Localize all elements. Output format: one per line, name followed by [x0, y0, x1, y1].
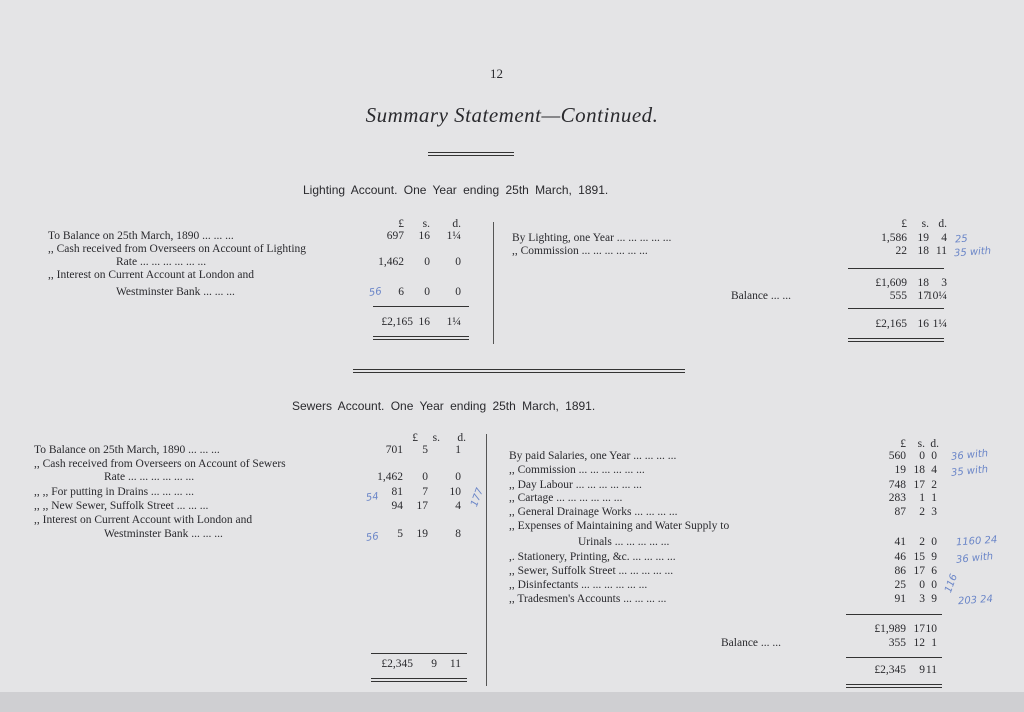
sewers-left-row-shillings: 0: [422, 471, 428, 483]
sewers-right-row-pounds: 283: [888, 492, 906, 504]
lighting-handwritten-note: 35 with: [953, 245, 992, 260]
sewers-right-subtotal-pence: 10: [925, 623, 937, 635]
lighting-left-row-text: Rate ... ... ... ... ... ...: [116, 256, 207, 268]
lighting-left-head-pounds: £: [398, 218, 404, 230]
lighting-right-total-pence: 1¼: [932, 318, 947, 330]
sewers-right-total-rule: [846, 657, 942, 658]
sewers-right-row-pounds: 41: [894, 536, 906, 548]
sewers-handwritten-note: 54: [365, 491, 380, 504]
page-title: Summary Statement—Continued.: [365, 103, 659, 127]
lighting-right-row-pounds: 22: [895, 245, 907, 257]
lighting-right-subtotal-rule: [848, 268, 944, 269]
sewers-left-row-shillings: 19: [416, 528, 428, 540]
page-number: 12: [490, 66, 503, 81]
lighting-right-total-rule: [848, 308, 944, 309]
lighting-right-head-pounds: £: [901, 218, 907, 230]
sewers-right-row-pence: 3: [931, 506, 937, 518]
sewers-left-row-text: Rate ... ... ... ... ... ...: [104, 471, 195, 483]
sewers-right-row-text: ,, Expenses of Maintaining and Water Supply to: [509, 520, 730, 532]
sewers-left-row-pence: 4: [455, 500, 461, 512]
sewers-right-row-shillings: 18: [913, 464, 925, 476]
title-rule-top: [428, 152, 514, 153]
sewers-right-row-shillings: 15: [913, 551, 925, 563]
lighting-left-total-rule: [373, 306, 469, 307]
sewers-right-subtotal-shillings: 17: [913, 623, 925, 635]
sewers-left-head-pounds: £: [412, 432, 418, 444]
sewers-left-row-pence: 1: [455, 444, 461, 456]
sewers-right-total-double-2: [846, 687, 942, 688]
sewers-left-row-pence: 0: [455, 471, 461, 483]
sewers-right-row-text: ,, Day Labour ... ... ... ... ... ...: [509, 479, 642, 491]
lighting-right-subtotal-pence: 3: [941, 277, 947, 289]
sewers-right-row-text: ,, Cartage ... ... ... ... ... ...: [509, 492, 623, 504]
sewers-balance-pounds: 355: [888, 637, 906, 649]
lighting-right-row-pence: 11: [935, 245, 947, 257]
sewers-right-subtotal-rule: [846, 614, 942, 615]
lighting-balance-label: Balance ... ...: [731, 290, 792, 302]
sewers-right-head-shillings: s.: [917, 438, 925, 450]
sewers-right-row-pence: 2: [931, 479, 937, 491]
sewers-right-total-double-1: [846, 684, 942, 685]
section-rule-top: [353, 369, 685, 370]
lighting-left-head-shillings: s.: [422, 218, 430, 230]
sewers-handwritten-note: 203 24: [957, 593, 994, 608]
sewers-right-row-pounds: 87: [894, 506, 906, 518]
sewers-left-total-pence: 11: [449, 658, 461, 670]
lighting-right-subtotal-shillings: 18: [917, 277, 929, 289]
sewers-right-row-pence: 9: [931, 593, 937, 605]
lighting-right-row-pounds: 1,586: [881, 232, 907, 244]
sewers-balance-shillings: 12: [913, 637, 925, 649]
lighting-right-total-double-1: [848, 338, 944, 339]
lighting-right-row-text: ,, Commission ... ... ... ... ... ...: [512, 245, 648, 257]
lighting-left-row-shillings: 0: [424, 286, 430, 298]
sewers-left-total-pounds: £2,345: [381, 658, 413, 670]
sewers-right-row-text: Urinals ... ... ... ... ...: [578, 536, 670, 548]
lighting-balance-shillings: 17: [917, 290, 929, 302]
sewers-handwritten-note: 36 with: [955, 551, 994, 566]
sewers-right-subtotal-pounds: £1,989: [874, 623, 906, 635]
lighting-left-head-pence: d.: [452, 218, 461, 230]
sewers-left-row-shillings: 7: [422, 486, 428, 498]
sewers-left-row-shillings: 5: [422, 444, 428, 456]
sewers-right-row-text: ,, General Drainage Works ... ... ... ...: [509, 506, 678, 518]
sewers-left-total-double-1: [371, 678, 467, 679]
sewers-left-row-pounds: 81: [391, 486, 403, 498]
sewers-right-row-pounds: 560: [888, 450, 906, 462]
lighting-left-row-pence: 0: [455, 256, 461, 268]
sewers-right-total-shillings: 9: [919, 664, 925, 676]
sewers-left-row-text: ,, Interest on Current Account with London and: [34, 514, 253, 526]
lighting-right-row-shillings: 19: [917, 232, 929, 244]
sewers-right-row-text: ,, Tradesmen's Accounts ... ... ... ...: [509, 593, 667, 605]
sewers-right-row-pounds: 91: [894, 593, 906, 605]
sewers-right-head-pence: d.: [930, 438, 939, 450]
lighting-right-row-shillings: 18: [917, 245, 929, 257]
sewers-right-row-text: By paid Salaries, one Year ... ... ... ...: [509, 450, 677, 462]
lighting-left-row-text: ,, Cash received from Overseers on Account of Lighting: [48, 243, 307, 255]
sewers-right-row-shillings: 2: [919, 536, 925, 548]
sewers-right-total-pounds: £2,345: [874, 664, 906, 676]
lighting-right-total-pounds: £2,165: [875, 318, 907, 330]
sewers-left-row-text: ,, ,, For putting in Drains ... ... ... ...: [34, 486, 195, 498]
lighting-left-total-shillings: 16: [418, 316, 430, 328]
lighting-heading: Lighting Account. One Year ending 25th March, 1891.: [303, 183, 609, 197]
sewers-left-row-pounds: 5: [397, 528, 403, 540]
sewers-left-row-pence: 10: [449, 486, 461, 498]
page-edge: [0, 692, 1024, 712]
lighting-balance-pounds: 555: [889, 290, 907, 302]
sewers-left-head-pence: d.: [457, 432, 466, 444]
lighting-balance-pence: 10¼: [926, 290, 947, 302]
sewers-left-total-double-2: [371, 681, 467, 682]
lighting-left-row-text: ,, Interest on Current Account at London and: [48, 269, 254, 281]
lighting-divider: [493, 222, 494, 344]
section-rule-bottom: [353, 372, 685, 373]
lighting-left-total-double-1: [373, 336, 469, 337]
sewers-handwritten-note: 36 with: [950, 448, 989, 463]
lighting-right-total-shillings: 16: [917, 318, 929, 330]
sewers-right-row-pence: 9: [931, 551, 937, 563]
sewers-right-row-pence: 0: [931, 579, 937, 591]
sewers-handwritten-note: 35 with: [950, 464, 989, 479]
sewers-handwritten-note: 56: [365, 531, 380, 544]
lighting-left-row-pence: 0: [455, 286, 461, 298]
lighting-right-head-shillings: s.: [921, 218, 929, 230]
lighting-right-row-pence: 4: [941, 232, 947, 244]
lighting-left-row-pounds: 6: [398, 286, 404, 298]
title-rule-bottom: [428, 155, 514, 156]
sewers-right-row-shillings: 2: [919, 506, 925, 518]
sewers-right-row-pounds: 748: [888, 479, 906, 491]
lighting-handwritten-note: 56: [368, 286, 383, 299]
sewers-left-head-shillings: s.: [432, 432, 440, 444]
lighting-handwritten-note: 25: [954, 233, 969, 246]
sewers-left-row-text: ,, ,, New Sewer, Suffolk Street ... ... ...: [34, 500, 209, 512]
sewers-right-row-shillings: 17: [913, 479, 925, 491]
lighting-left-row-shillings: 0: [424, 256, 430, 268]
sewers-right-row-pence: 6: [931, 565, 937, 577]
sewers-right-row-shillings: 0: [919, 579, 925, 591]
sewers-right-row-pence: 0: [931, 536, 937, 548]
sewers-right-row-shillings: 3: [919, 593, 925, 605]
sewers-right-row-pence: 4: [931, 464, 937, 476]
sewers-right-row-pounds: 46: [894, 551, 906, 563]
sewers-right-head-pounds: £: [900, 438, 906, 450]
sewers-right-row-text: ,, Commission ... ... ... ... ... ...: [509, 464, 645, 476]
lighting-right-head-pence: d.: [938, 218, 947, 230]
sewers-right-row-text: ,, Disinfectants ... ... ... ... ... ...: [509, 579, 648, 591]
sewers-right-row-pounds: 86: [894, 565, 906, 577]
lighting-left-row-shillings: 16: [418, 230, 430, 242]
sewers-left-row-pounds: 94: [391, 500, 403, 512]
sewers-balance-pence: 1: [931, 637, 937, 649]
sewers-right-row-text: ,. Stationery, Printing, &c. ... ... ... ...: [509, 551, 676, 563]
lighting-right-total-double-2: [848, 341, 944, 342]
sewers-divider: [486, 434, 487, 686]
sewers-handwritten-note: 177: [469, 486, 486, 509]
sewers-right-row-shillings: 1: [919, 492, 925, 504]
sewers-handwritten-note: 1160 24: [955, 534, 998, 549]
sewers-right-row-pence: 1: [931, 492, 937, 504]
lighting-right-subtotal-pounds: £1,609: [875, 277, 907, 289]
lighting-left-total-pence: 1¼: [446, 316, 461, 328]
lighting-right-row-text: By Lighting, one Year ... ... ... ... ...: [512, 232, 672, 244]
sewers-left-total-shillings: 9: [431, 658, 437, 670]
sewers-right-row-shillings: 0: [919, 450, 925, 462]
lighting-left-total-pounds: £2,165: [381, 316, 413, 328]
sewers-left-row-pounds: 701: [385, 444, 403, 456]
sewers-right-row-pence: 0: [931, 450, 937, 462]
sewers-right-row-text: ,, Sewer, Suffolk Street ... ... ... ... ...: [509, 565, 674, 577]
sewers-left-row-pence: 8: [455, 528, 461, 540]
sewers-right-row-shillings: 17: [913, 565, 925, 577]
sewers-left-total-rule: [371, 653, 467, 654]
sewers-left-row-pounds: 1,462: [377, 471, 403, 483]
sewers-left-row-text: ,, Cash received from Overseers on Account of Sewers: [34, 458, 286, 470]
lighting-left-total-double-2: [373, 339, 469, 340]
lighting-left-row-pence: 1¼: [446, 230, 461, 242]
sewers-balance-label: Balance ... ...: [721, 637, 782, 649]
sewers-right-total-pence: 11: [925, 664, 937, 676]
lighting-left-row-pounds: 1,462: [378, 256, 404, 268]
sewers-left-row-text: Westminster Bank ... ... ...: [104, 528, 223, 540]
sewers-right-row-pounds: 19: [894, 464, 906, 476]
lighting-left-row-pounds: 697: [386, 230, 404, 242]
lighting-left-row-text: Westminster Bank ... ... ...: [116, 286, 235, 298]
sewers-right-row-pounds: 25: [894, 579, 906, 591]
sewers-heading: Sewers Account. One Year ending 25th March, 1891.: [292, 399, 596, 413]
sewers-handwritten-note: 116: [943, 572, 960, 595]
sewers-left-row-text: To Balance on 25th March, 1890 ... ... ...: [34, 444, 220, 456]
lighting-left-row-text: To Balance on 25th March, 1890 ... ... ...: [48, 230, 234, 242]
sewers-left-row-shillings: 17: [416, 500, 428, 512]
